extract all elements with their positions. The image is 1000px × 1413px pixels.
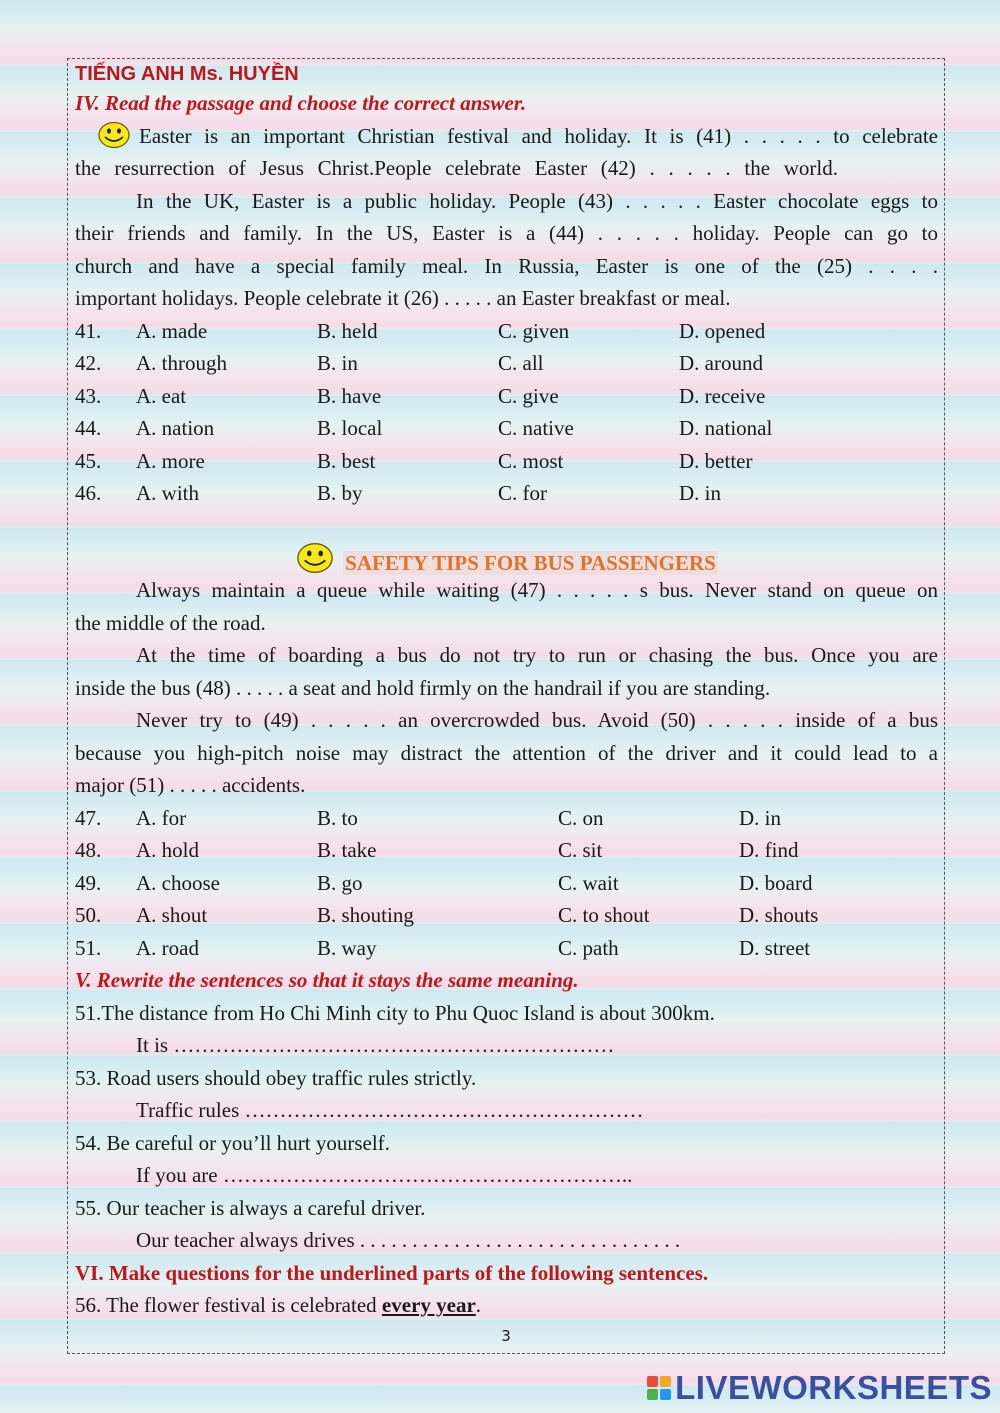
option-a[interactable]: A. nation: [136, 416, 215, 440]
section-4-questions: [75, 315, 938, 510]
option-a[interactable]: A. shout: [136, 903, 208, 927]
option-a[interactable]: A. road: [136, 935, 199, 960]
option-b[interactable]: B. take: [317, 838, 377, 862]
section-4-title: IV. Read the passage and choose the correct answer.: [75, 91, 527, 115]
question-row: [75, 899, 938, 932]
passage-line: In the UK, Easter is a public holiday. People (43) . . . . . Easter chocolate eggs to: [136, 188, 938, 213]
page-number: 3: [501, 1327, 511, 1345]
option-b[interactable]: B. in: [317, 351, 358, 375]
rewrite-prompt: 55. Our teacher is always a careful driver.: [75, 1195, 426, 1220]
question-row: [75, 380, 938, 413]
option-a[interactable]: A. eat: [136, 383, 187, 408]
smiley-icon: [97, 121, 131, 149]
option-d[interactable]: D. around: [679, 351, 763, 375]
worksheet-page: [67, 58, 945, 1354]
option-d[interactable]: D. receive: [679, 383, 766, 408]
rewrite-prompt: 51.The distance from Ho Chi Minh city to Phu Quoc Island is about 300km.: [75, 1000, 715, 1025]
safety-title: SAFETY TIPS FOR BUS PASSENGERS: [345, 550, 716, 575]
option-c[interactable]: C. on: [558, 805, 604, 830]
passage-line: because you high-pitch noise may distract the attention of the driver and it could lead to a: [75, 740, 938, 765]
passage-line: major (51) . . . . . accidents.: [75, 773, 306, 797]
option-a[interactable]: A. made: [136, 318, 208, 343]
question-row: [75, 834, 938, 867]
question-56: 56. The flower festival is celebrated every year.: [75, 1293, 482, 1317]
underlined-part: every year: [381, 1293, 476, 1317]
option-b[interactable]: B. way: [317, 935, 377, 960]
option-c[interactable]: C. wait: [558, 870, 619, 895]
rewrite-answer-line[interactable]: Traffic rules …………………………………………………: [136, 1098, 644, 1122]
option-a[interactable]: A. hold: [136, 838, 199, 862]
page-header: TIẾNG ANH Ms. HUYỀN: [75, 63, 299, 85]
option-c[interactable]: C. native: [498, 416, 574, 440]
question-number: 44.: [75, 416, 102, 440]
passage-line: important holidays. People celebrate it (26) . . . . . an Easter breakfast or meal.: [75, 286, 731, 310]
question-row: [75, 445, 938, 478]
section-5-title: V. Rewrite the sentences so that it stays the same meaning.: [75, 968, 579, 992]
option-c[interactable]: C. most: [498, 448, 564, 473]
option-b[interactable]: B. local: [317, 416, 383, 440]
option-c[interactable]: C. for: [498, 481, 547, 505]
passage-line: Never try to (49) . . . . . an overcrowded bus. Avoid (50) . . . . . inside of a bus: [136, 708, 938, 732]
option-d[interactable]: D. find: [739, 838, 799, 862]
question-number: 42.: [75, 351, 102, 375]
option-d[interactable]: D. better: [679, 448, 753, 473]
passage-line: their friends and family. In the US, Easter is a (44) . . . . . holiday. People can go to: [75, 221, 938, 245]
rewrite-answer-line[interactable]: Our teacher always drives . . . . . . . . . . . . . . . . . . . . . . . . . . . . . . .: [136, 1228, 681, 1252]
question-row: [75, 412, 938, 445]
option-a[interactable]: A. with: [136, 481, 199, 505]
worksheet-content: [75, 59, 938, 1322]
question-row: [75, 867, 938, 900]
question-number: 50.: [75, 903, 102, 927]
option-d[interactable]: D. in: [679, 481, 721, 505]
rewrite-prompt: 54. Be careful or you’ll hurt yourself.: [75, 1130, 390, 1155]
liveworksheets-logo: LIVEWORKSHEETS: [647, 1369, 992, 1407]
option-b[interactable]: B. have: [317, 383, 382, 408]
rewrite-answer-line[interactable]: If you are …………………………………………………..: [136, 1163, 633, 1187]
question-number: 43.: [75, 383, 102, 408]
rewrite-answer-line[interactable]: It is ………………………………………………………: [136, 1033, 615, 1057]
section-6-title: VI. Make questions for the underlined parts of the following sentences.: [75, 1260, 709, 1285]
option-b[interactable]: B. by: [317, 481, 363, 505]
option-c[interactable]: C. give: [498, 383, 559, 408]
option-a[interactable]: A. for: [136, 805, 187, 830]
question-row: [75, 802, 938, 835]
passage-line: the middle of the road.: [75, 610, 266, 635]
safety-heading: [75, 542, 938, 575]
question-number: 51.: [75, 935, 102, 960]
question-number: 48.: [75, 838, 102, 862]
option-d[interactable]: D. in: [739, 805, 781, 830]
question-row: [75, 932, 938, 965]
passage-line: Easter is an important Christian festival and holiday. It is (41) . . . . . to celebrate: [75, 120, 938, 153]
option-a[interactable]: A. through: [136, 351, 227, 375]
question-row: [75, 477, 938, 510]
question-row: [75, 315, 938, 348]
question-number: 46.: [75, 481, 102, 505]
option-b[interactable]: B. to: [317, 805, 358, 830]
option-c[interactable]: C. to shout: [558, 903, 650, 927]
option-d[interactable]: D. board: [739, 870, 813, 895]
option-c[interactable]: C. given: [498, 318, 570, 343]
option-d[interactable]: D. shouts: [739, 903, 819, 927]
question-number: 45.: [75, 448, 102, 473]
passage-line: inside the bus (48) . . . . . a seat and hold firmly on the handrail if you are standing.: [75, 675, 771, 700]
passage-line: church and have a special family meal. In Russia, Easter is one of the (25) . . . .: [75, 253, 938, 278]
rewrite-prompt: 53. Road users should obey traffic rules strictly.: [75, 1065, 477, 1090]
spacer: [75, 510, 938, 542]
smiley-icon: [295, 542, 335, 574]
option-d[interactable]: D. national: [679, 416, 773, 440]
question-row: [75, 347, 938, 380]
option-c[interactable]: C. all: [498, 351, 544, 375]
option-b[interactable]: B. go: [317, 870, 363, 895]
question-number: 49.: [75, 870, 102, 895]
option-b[interactable]: B. shouting: [317, 903, 414, 927]
option-d[interactable]: D. opened: [679, 318, 766, 343]
question-number: 47.: [75, 805, 102, 830]
option-a[interactable]: A. choose: [136, 870, 220, 895]
option-b[interactable]: B. best: [317, 448, 376, 473]
logo-icon: [647, 1376, 671, 1400]
option-b[interactable]: B. held: [317, 318, 378, 343]
question-number: 41.: [75, 318, 102, 343]
option-a[interactable]: A. more: [136, 448, 205, 473]
option-d[interactable]: D. street: [739, 935, 811, 960]
safety-questions: [75, 802, 938, 965]
passage-line: Always maintain a queue while waiting (47) . . . . . s bus. Never stand on queue on: [136, 578, 938, 602]
option-c[interactable]: C. sit: [558, 838, 603, 862]
passage-line: At the time of boarding a bus do not try to run or chasing the bus. Once you are: [136, 643, 938, 667]
passage-line: the resurrection of Jesus Christ.People celebrate Easter (42) . . . . . the world.: [75, 156, 838, 180]
option-c[interactable]: C. path: [558, 935, 619, 960]
